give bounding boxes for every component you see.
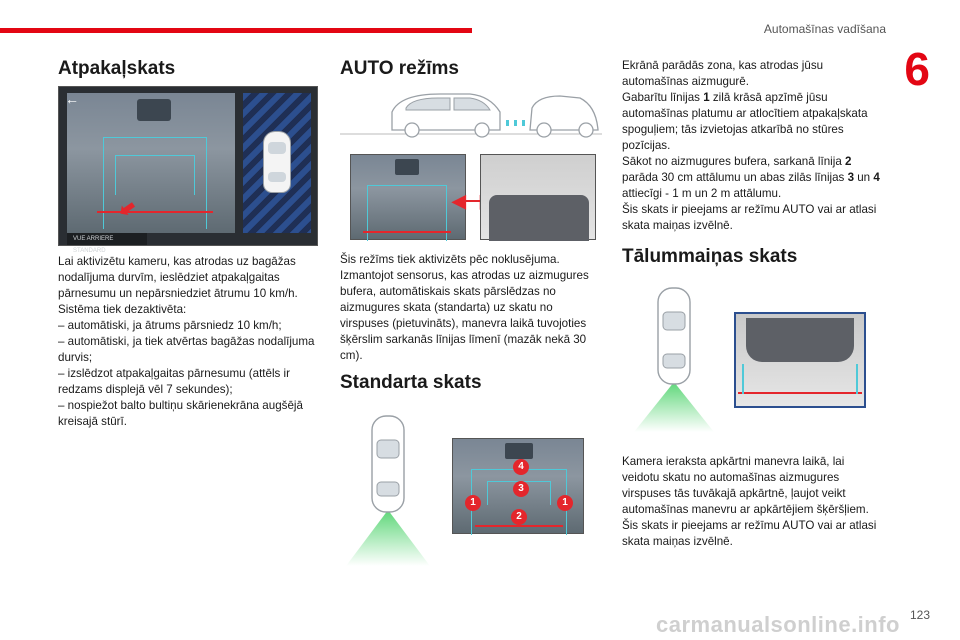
red-arrow-icon: ⬅ — [114, 195, 141, 223]
section-title-zoom-view: Tālummaiņas skats — [622, 246, 798, 267]
back-arrow-icon[interactable]: ← — [65, 91, 79, 107]
badge-1-right: 1 — [557, 495, 573, 511]
top-view-panel — [243, 93, 311, 233]
red-distance-line — [97, 211, 213, 213]
obstacle-car — [137, 99, 171, 121]
zoom-view-screen — [734, 312, 866, 408]
auto-mode-text: Šis režīms tiek aktivizēts pēc noklusējuma. Izmantojot sensorus, kas atrodas uz aizmugures bufera, automātiskais skats pārslēdzas no aizmugures skata (standarta) uz skatu no virspuses (pietuvināts), manevra laikā tuvojoties šķērslim sarkanās līnijas līmenī (mazāk nekā 30 cm). — [340, 253, 589, 362]
standard-view-car-illustration — [346, 410, 430, 566]
rear-view-text — [58, 254, 320, 430]
badge-4: 4 — [513, 459, 529, 475]
chapter-number: 6 — [904, 43, 930, 95]
badge-1-left: 1 — [465, 495, 481, 511]
screen-caption: VUE ARRIERE STANDARD — [67, 233, 147, 245]
paragraph: Lai aktivizētu kameru, kas atrodas uz bagāžas nodalījuma durvīm, ieslēdziet atpakaļgaitas pārnesumu un nepārsniedziet ātrumu 10 km/h. — [58, 255, 298, 300]
left-arrow-icon: ◀ — [452, 191, 466, 211]
car-top-icon — [263, 131, 291, 193]
list-item: – automātiski, ja tiek atvērtas bagāžas nodalījuma durvis; — [58, 335, 315, 364]
list-item: – nospiežot balto bultiņu skārienekrāna augšējā kreisajā stūrī. — [58, 399, 303, 428]
badge-2: 2 — [511, 509, 527, 525]
zoom-view-car-illustration — [632, 286, 716, 436]
badge-3: 3 — [513, 481, 529, 497]
rear-camera-screen-figure — [58, 86, 318, 254]
paragraph: Šis skats ir pieejams ar režīmu AUTO vai ar atlasi skata maiņas izvēlnē. — [622, 519, 877, 548]
auto-zoom-view-thumb — [480, 154, 596, 240]
list-item: – automātiski, ja ātrums pārsniedz 10 km/h; — [58, 319, 282, 332]
paragraph: Gabarītu līnijas 1 zilā krāsā apzīmē jūsu automašīnas platumu ar atlocītiem atpakaļskata spoguļiem; tās izvietojas atkarībā no stūres pozīcijas. — [622, 91, 868, 152]
standard-view-screen — [452, 438, 584, 534]
section-title-rear-view: Atpakaļskats — [58, 58, 176, 79]
auto-standard-view-thumb — [350, 154, 466, 240]
zoom-view-text — [622, 454, 884, 550]
camera-view — [67, 93, 235, 233]
paragraph: Šis skats ir pieejams ar režīmu AUTO vai ar atlasi skata maiņas izvēlnē. — [622, 203, 877, 232]
cars-side-illustration — [340, 86, 602, 140]
list-item: – izslēdzot atpakaļgaitas pārnesumu (attēls ir redzams displejā vēl 7 sekundes); — [58, 367, 290, 396]
watermark: carmanualsonline.info — [656, 612, 900, 637]
section-title-standard-view: Standarta skats — [340, 372, 482, 393]
paragraph: Ekrānā parādās zona, kas atrodas jūsu automašīnas aizmugurē. — [622, 59, 824, 88]
guide-lines-inner — [115, 155, 195, 195]
section-title-auto-mode: AUTO režīms — [340, 58, 459, 79]
header-title: Automašīnas vadīšana — [763, 22, 886, 36]
header-red-bar — [0, 28, 472, 33]
page-number: 123 — [909, 608, 930, 622]
paragraph: Sistēma tiek dezaktivēta: — [58, 303, 187, 316]
paragraph: Kamera ieraksta apkārtni manevra laikā, lai veidotu skatu no automašīnas aizmugures virspuses tās tuvākajā apkārtnē, ļaujot veikt automašīnas manevru ar apkārtējiem šķēršļiem. — [622, 455, 869, 516]
standard-view-text — [622, 58, 884, 234]
paragraph: Sākot no aizmugures bufera, sarkanā līnija 2 parāda 30 cm attālumu un abas zilās līnijas 3 un 4 attiecīgi - 1 m un 2 m attālumu. — [622, 155, 880, 200]
